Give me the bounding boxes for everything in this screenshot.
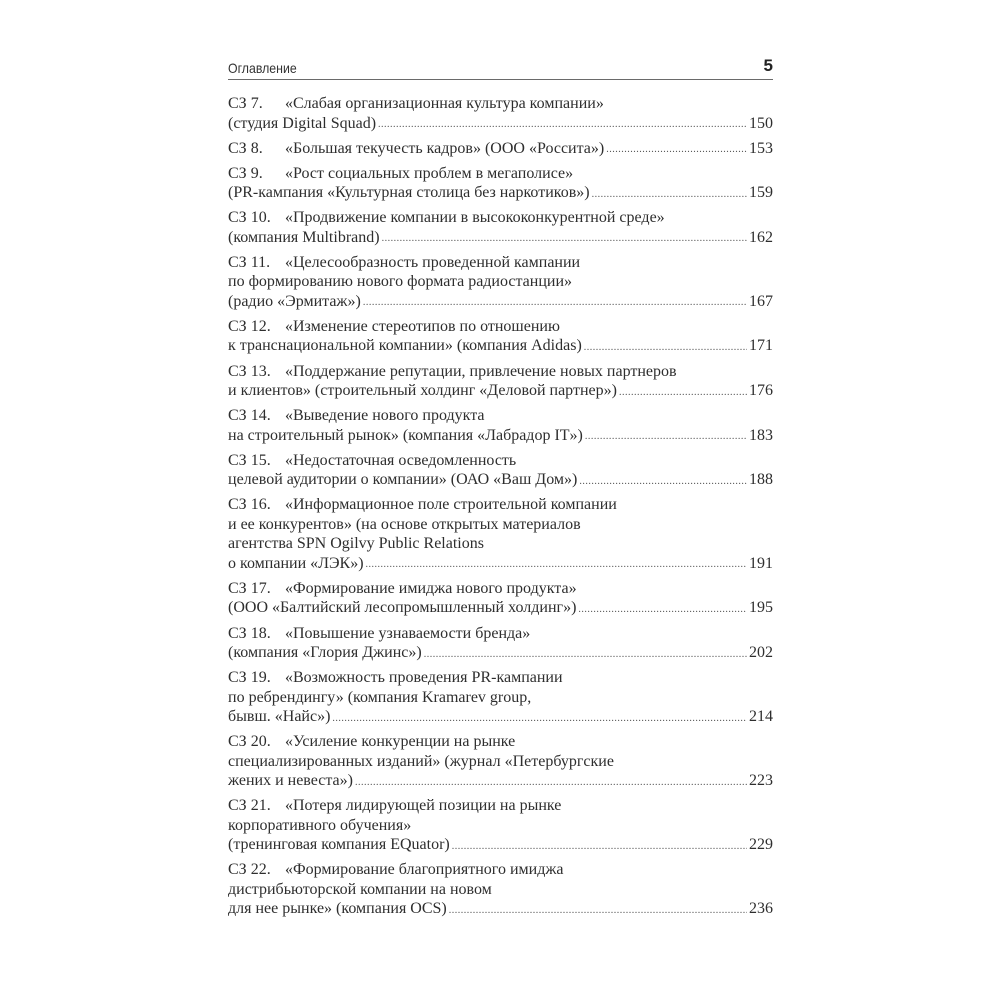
entry-title-text: «Потеря лидирующей позиции на рынке — [285, 797, 562, 815]
entry-title-text: «Большая текучесть кадров» (ООО «Россита») — [285, 139, 605, 157]
entry-page-number: 176 — [749, 382, 773, 400]
dot-leader — [449, 899, 747, 919]
entry-title-text: «Возможность проведения PR-кампании — [285, 669, 563, 687]
toc-entry-line — [228, 495, 773, 515]
entry-page-number: 159 — [749, 184, 773, 202]
entry-label: СЗ 13. — [228, 362, 271, 380]
dot-leader — [606, 139, 747, 159]
dot-leader — [592, 183, 747, 203]
toc-entry-line — [228, 643, 773, 663]
dot-leader — [585, 426, 747, 446]
entry-label: СЗ 10. — [228, 209, 271, 227]
toc-entry-line — [228, 253, 773, 273]
toc-entry[interactable] — [228, 208, 773, 247]
dot-leader — [355, 771, 747, 791]
entry-title-text: для нее рынке» (компания OCS) — [228, 900, 447, 918]
toc-entry-line — [228, 470, 773, 490]
dot-leader — [366, 554, 747, 574]
entry-title-text: целевой аудитории о компании» (ОАО «Ваш Дом») — [228, 471, 578, 489]
toc-entry-line — [228, 362, 773, 382]
entry-title-text: «Изменение стереотипов по отношению — [285, 317, 560, 335]
toc-entry-line — [228, 336, 773, 356]
entry-page-number: 150 — [749, 114, 773, 132]
entry-page-number: 223 — [749, 772, 773, 790]
entry-title-text: дистрибьюторской компании на новом — [228, 880, 492, 898]
entry-title-text: агентства SPN Ogilvy Public Relations — [228, 535, 484, 553]
entry-title-text: «Повышение узнаваемости бренда» — [285, 624, 531, 642]
entry-title-text: «Недостаточная осведомленность — [285, 451, 517, 469]
entry-title-text: «Информационное поле строительной компании — [285, 496, 617, 514]
entry-page-number: 171 — [749, 337, 773, 355]
entry-page-number: 236 — [749, 900, 773, 918]
toc-entry-line — [228, 451, 773, 471]
toc-entry-line — [228, 707, 773, 727]
entry-title-text: «Слабая организационная культура компании» — [285, 95, 604, 112]
toc-entry-line — [228, 228, 773, 248]
entry-label: СЗ 20. — [228, 733, 271, 751]
toc-entry[interactable] — [228, 860, 773, 919]
entry-title-text: (тренинговая компания EQuator) — [228, 836, 450, 854]
dot-leader — [363, 292, 747, 312]
entry-label: СЗ 12. — [228, 317, 271, 335]
entry-title-text: (компания «Глория Джинс») — [228, 644, 422, 662]
toc-entry-line — [228, 515, 773, 535]
toc-entry[interactable] — [228, 579, 773, 618]
entry-title-text: корпоративного обучения» — [228, 816, 412, 834]
toc-entry-line — [228, 835, 773, 855]
entry-page-number: 183 — [749, 426, 773, 444]
toc-entry-line — [228, 752, 773, 772]
toc-entry[interactable] — [228, 495, 773, 573]
entry-title-text: (радио «Эрмитаж») — [228, 292, 361, 310]
entry-page-number: 191 — [749, 554, 773, 572]
entry-title-text: на строительный рынок» (компания «Лабрадор IT») — [228, 426, 583, 444]
entry-label: СЗ 17. — [228, 579, 271, 597]
toc-entry-line — [228, 406, 773, 426]
toc-entry-line — [228, 796, 773, 816]
toc-entry-line — [228, 816, 773, 836]
entry-title-text: «Поддержание репутации, привлечение новых партнеров — [285, 362, 677, 380]
entry-label: СЗ 8. — [228, 139, 263, 157]
toc-entry-line — [228, 183, 773, 203]
toc-entry[interactable] — [228, 451, 773, 490]
toc-entry-line — [228, 554, 773, 574]
entry-title-text: по формированию нового формата радиостанции» — [228, 273, 573, 291]
toc-entry-line — [228, 732, 773, 752]
entry-label: СЗ 21. — [228, 797, 271, 815]
toc-entry-line — [228, 139, 773, 159]
book-page — [228, 56, 773, 925]
toc-entry[interactable] — [228, 139, 773, 159]
entry-title-text: бывш. «Найс») — [228, 708, 331, 726]
toc-entry-line — [228, 688, 773, 708]
toc-entry[interactable] — [228, 317, 773, 356]
entry-title-text: «Формирование благоприятного имиджа — [285, 861, 564, 879]
toc-entry-line — [228, 94, 773, 114]
toc-entry-line — [228, 272, 773, 292]
entry-label: СЗ 16. — [228, 496, 271, 514]
entry-label: СЗ 15. — [228, 451, 271, 469]
toc-entry-line — [228, 579, 773, 599]
entry-page-number: 195 — [749, 599, 773, 617]
dot-leader — [584, 336, 747, 356]
entry-title-text: (PR-кампания «Культурная столица без наркотиков») — [228, 184, 590, 202]
entry-title-text: (ООО «Балтийский лесопромышленный холдинг») — [228, 599, 577, 617]
toc-entry-line — [228, 860, 773, 880]
entry-title-text: «Формирование имиджа нового продукта» — [285, 579, 577, 597]
entry-title-text: (компания Multibrand) — [228, 228, 380, 246]
toc-entry-line — [228, 317, 773, 337]
entry-title-text: «Рост социальных проблем в мегаполисе» — [285, 164, 574, 182]
entry-title-text: (студия Digital Squad) — [228, 114, 377, 132]
dot-leader — [382, 228, 747, 248]
entry-label: СЗ 18. — [228, 624, 271, 642]
entry-page-number: 162 — [749, 228, 773, 246]
entry-title-text: специализированных изданий» (журнал «Петербургские — [228, 752, 614, 770]
toc-entry-line — [228, 899, 773, 919]
entry-page-number: 202 — [749, 644, 773, 662]
toc-entry[interactable] — [228, 362, 773, 401]
toc-entry-line — [228, 598, 773, 618]
entry-page-number: 167 — [749, 292, 773, 310]
toc-entry[interactable] — [228, 94, 773, 133]
toc-entry-line — [228, 208, 773, 228]
toc-entry-line — [228, 668, 773, 688]
toc-entry-line — [228, 381, 773, 401]
toc-entry[interactable] — [228, 668, 773, 727]
dot-leader — [578, 598, 747, 618]
entry-title-text: и ее конкурентов» (на основе открытых материалов — [228, 515, 581, 533]
entry-label: СЗ 9. — [228, 164, 263, 182]
entry-page-number: 229 — [749, 836, 773, 854]
entry-title-text: «Усиление конкуренции на рынке — [285, 733, 516, 751]
dot-leader — [579, 470, 747, 490]
toc-entry[interactable] — [228, 732, 773, 791]
toc-entry-line — [228, 164, 773, 184]
toc-entry-line — [228, 534, 773, 554]
entry-label: СЗ 14. — [228, 407, 271, 425]
toc-entry[interactable] — [228, 253, 773, 312]
dot-leader — [452, 835, 747, 855]
dot-leader — [619, 381, 747, 401]
entry-title-text: о компании «ЛЭК») — [228, 554, 364, 572]
section-title: Оглавление — [228, 60, 297, 76]
entry-title-text: «Целесообразность проведенной кампании — [285, 253, 581, 271]
toc-entry-line — [228, 114, 773, 134]
entry-title-text: и клиентов» (строительный холдинг «Деловой партнер») — [228, 382, 617, 400]
toc-entry-line — [228, 292, 773, 312]
toc-entry-line — [228, 771, 773, 791]
entry-label: СЗ 7. — [228, 95, 263, 112]
toc-entry-line — [228, 880, 773, 900]
running-header — [228, 56, 773, 80]
toc-entry[interactable] — [228, 406, 773, 445]
dot-leader — [424, 643, 747, 663]
entry-title-text: по ребрендингу» (компания Kramarev group, — [228, 688, 532, 706]
entry-label: СЗ 22. — [228, 861, 271, 879]
entry-page-number: 153 — [749, 139, 773, 157]
entry-title-text: «Выведение нового продукта — [285, 407, 485, 425]
entry-title-text: к транснациональной компании» (компания Adidas) — [228, 337, 582, 355]
dot-leader — [378, 114, 747, 134]
entry-page-number: 188 — [749, 471, 773, 489]
toc-entry[interactable] — [228, 796, 773, 855]
page-number: 5 — [763, 56, 773, 75]
entry-title-text: «Продвижение компании в высококонкурентной среде» — [285, 209, 665, 227]
toc-entry-line — [228, 426, 773, 446]
entry-page-number: 214 — [749, 708, 773, 726]
entry-title-text: жених и невеста») — [228, 772, 353, 790]
toc-entry[interactable] — [228, 624, 773, 663]
table-of-contents — [228, 94, 773, 919]
entry-label: СЗ 11. — [228, 253, 271, 271]
toc-entry-line — [228, 624, 773, 644]
dot-leader — [332, 707, 747, 727]
toc-entry[interactable] — [228, 164, 773, 203]
entry-label: СЗ 19. — [228, 669, 271, 687]
